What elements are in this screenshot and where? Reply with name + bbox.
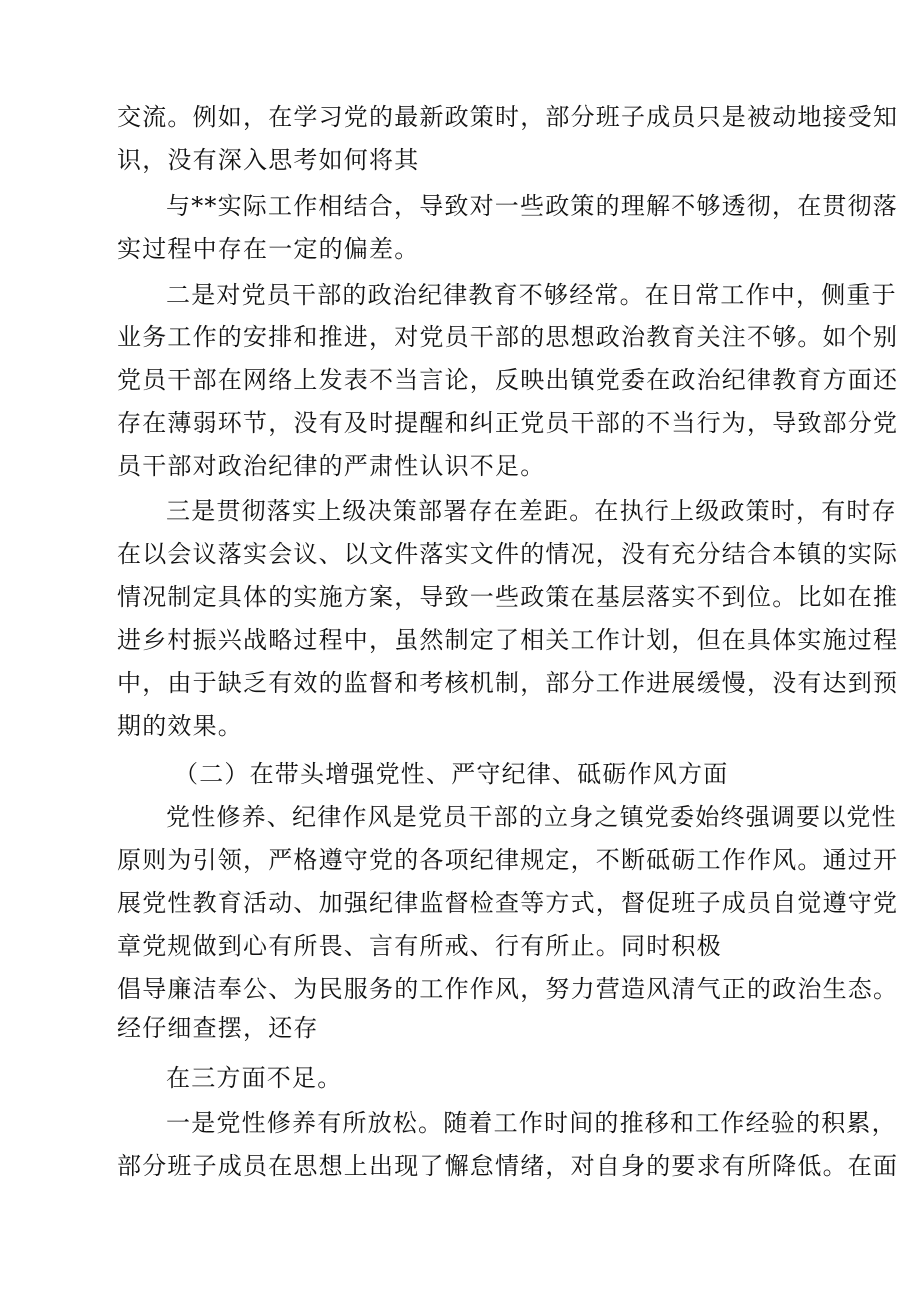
text-line: 一是党性修养有所放松。随着工作时间的推移和工作经验的积累， — [166, 1109, 897, 1137]
text-line: 交流。例如，在学习党的最新政策时，部分班子成员只是被动地接受知 — [117, 103, 899, 131]
text-line: 二是对党员干部的政治纪律教育不够经常。在日常工作中，侧重于 — [166, 281, 897, 309]
text-line: 员干部对政治纪律的严肃性认识不足。 — [117, 452, 546, 480]
text-line: 三是贯彻落实上级决策部署存在差距。在执行上级政策时，有时存 — [166, 497, 897, 525]
text-line: 情况制定具体的实施方案，导致一些政策在基层落实不到位。比如在推 — [117, 583, 899, 611]
text-line: 与**实际工作相结合，导致对一些政策的理解不够透彻，在贯彻落 — [166, 192, 898, 220]
text-line: 实过程中存在一定的偏差。 — [117, 235, 420, 263]
text-line: 党性修养、纪律作风是党员干部的立身之镇党委始终强调要以党性 — [166, 803, 897, 831]
text-line: 在三方面不足。 — [166, 1064, 343, 1092]
text-line: 期的效果。 — [117, 712, 243, 740]
text-line: 展党性教育活动、加强纪律监督检查等方式，督促班子成员自觉遵守党 — [117, 889, 899, 917]
text-line: 原则为引领，严格遵守党的各项纪律规定，不断砥砺工作作风。通过开 — [117, 846, 899, 874]
text-line: 进乡村振兴战略过程中，虽然制定了相关工作计划，但在具体实施过程 — [117, 626, 899, 654]
text-line: 业务工作的安排和推进，对党员干部的思想政治教育关注不够。如个别 — [117, 323, 899, 351]
text-line: 倡导廉洁奉公、为民服务的工作作风，努力营造风清气正的政治生态。 — [117, 975, 899, 1003]
text-line: 中，由于缺乏有效的监督和考核机制，部分工作进展缓慢，没有达到预 — [117, 669, 899, 697]
text-line: 在以会议落实会议、以文件落实文件的情况，没有充分结合本镇的实际 — [117, 540, 899, 568]
text-line: 党员干部在网络上发表不当言论，反映出镇党委在政治纪律教育方面还 — [117, 366, 899, 394]
text-line: 章党规做到心有所畏、言有所戒、行有所止。同时积极 — [117, 932, 722, 960]
text-line: 识，没有深入思考如何将其 — [117, 146, 420, 174]
section-heading: （二）在带头增强党性、严守纪律、砥砺作风方面 — [174, 760, 729, 788]
text-line: 部分班子成员在思想上出现了懈怠情绪，对自身的要求有所降低。在面 — [117, 1152, 899, 1180]
text-line: 存在薄弱环节，没有及时提醒和纠正党员干部的不当行为，导致部分党 — [117, 409, 899, 437]
text-line: 经仔细查摆，还存 — [117, 1014, 319, 1042]
